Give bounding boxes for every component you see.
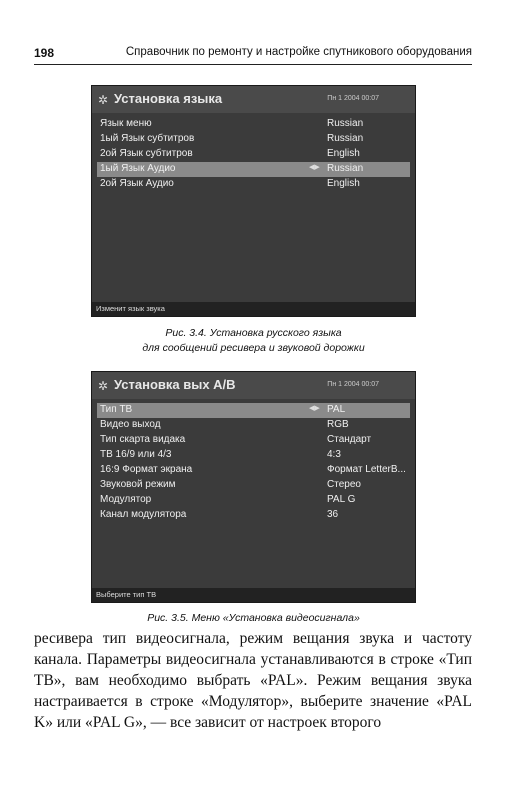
running-title: Справочник по ремонту и настройке спутникового оборудования <box>125 46 472 58</box>
menu-row-value: RGB <box>327 419 349 430</box>
menu-row-value: Стерео <box>327 479 361 490</box>
menu-row-value: Russian <box>327 133 364 144</box>
menu-row-value: Формат LetterB... <box>327 464 406 475</box>
menu-row-label: Тип скарта видака <box>100 434 186 445</box>
caption-line: для сообщений ресивера и звуковой дорожки <box>142 342 365 354</box>
gear-icon: ✲ <box>98 93 109 107</box>
status-bar <box>92 302 415 316</box>
screen-title: Установка языка <box>114 91 223 106</box>
menu-row-value: Russian <box>327 163 364 174</box>
menu-row-value: English <box>327 148 360 159</box>
menu-row-label: 1ый Язык Аудио <box>100 163 176 174</box>
menu-row[interactable] <box>97 478 410 493</box>
screenshot-av-setup <box>91 371 416 603</box>
menu-row[interactable] <box>97 433 410 448</box>
body-text <box>34 628 472 733</box>
menu-row[interactable] <box>97 448 410 463</box>
status-text: Изменит язык звука <box>96 304 165 313</box>
page-header <box>34 44 472 65</box>
gear-icon: ✲ <box>98 379 109 393</box>
menu-row-label: 1ый Язык субтитров <box>100 133 195 144</box>
selector-arrow-icon: ◀▶ <box>309 164 320 171</box>
menu-row[interactable] <box>97 508 410 523</box>
menu-row[interactable] <box>97 403 410 418</box>
selector-arrow-icon: ◀▶ <box>309 405 320 412</box>
status-bar <box>92 588 415 602</box>
menu-row-label: Тип ТВ <box>100 404 133 415</box>
caption-line: Рис. 3.4. Установка русского языка <box>165 327 342 339</box>
menu-row-label: Звуковой режим <box>100 479 176 490</box>
menu-row-value: Russian <box>327 118 364 129</box>
menu-row-value: 4:3 <box>327 449 341 460</box>
screen-header <box>92 372 415 399</box>
menu-row-label: Канал модулятора <box>100 509 187 520</box>
menu-row[interactable] <box>97 132 410 147</box>
menu-row[interactable] <box>97 147 410 162</box>
menu-row-value: 36 <box>327 509 339 520</box>
menu-row[interactable] <box>97 493 410 508</box>
menu-row-label: 2ой Язык Аудио <box>100 178 174 189</box>
menu-row-label: Видео выход <box>100 419 161 430</box>
page-number: 198 <box>34 46 55 60</box>
menu-row-label: Язык меню <box>100 118 152 129</box>
figure-caption-3-4 <box>0 326 507 356</box>
menu-list <box>97 403 410 523</box>
menu-row-label: 16:9 Формат экрана <box>100 464 193 475</box>
menu-row[interactable] <box>97 463 410 478</box>
menu-row-label: 2ой Язык субтитров <box>100 148 193 159</box>
menu-row-value: PAL G <box>327 494 356 505</box>
menu-row[interactable] <box>97 418 410 433</box>
status-text: Выберите тип ТВ <box>96 590 157 599</box>
menu-row-value: PAL <box>327 404 346 415</box>
menu-row[interactable] <box>97 177 410 192</box>
figure-caption-3-5: Рис. 3.5. Меню «Установка видеосигнала» <box>147 612 360 624</box>
body-paragraph: ресивера тип видеосигнала, режим вещания звука и частоту канала. Параметры видеосигнала устанавливаются в строке «Тип ТВ», вам необходимо выбрать «PAL». Режим вещания звука настраивается в строке «Модулятор», выберите значение «PAL K» или «PAL G», — все зависит от настроек второго <box>34 630 472 731</box>
menu-row[interactable] <box>97 162 410 177</box>
screenshot-language-setup <box>91 85 416 317</box>
menu-row[interactable] <box>97 117 410 132</box>
menu-row-label: Модулятор <box>100 494 152 505</box>
menu-row-value: Стандарт <box>327 434 372 445</box>
screen-time: Пн 1 2004 00:07 <box>327 381 379 388</box>
screen-time: Пн 1 2004 00:07 <box>327 95 379 102</box>
menu-list <box>97 117 410 192</box>
screen-header <box>92 86 415 113</box>
menu-row-value: English <box>327 178 360 189</box>
menu-row-label: ТВ 16/9 или 4/3 <box>100 449 172 460</box>
screen-title: Установка вых А/В <box>114 377 236 392</box>
